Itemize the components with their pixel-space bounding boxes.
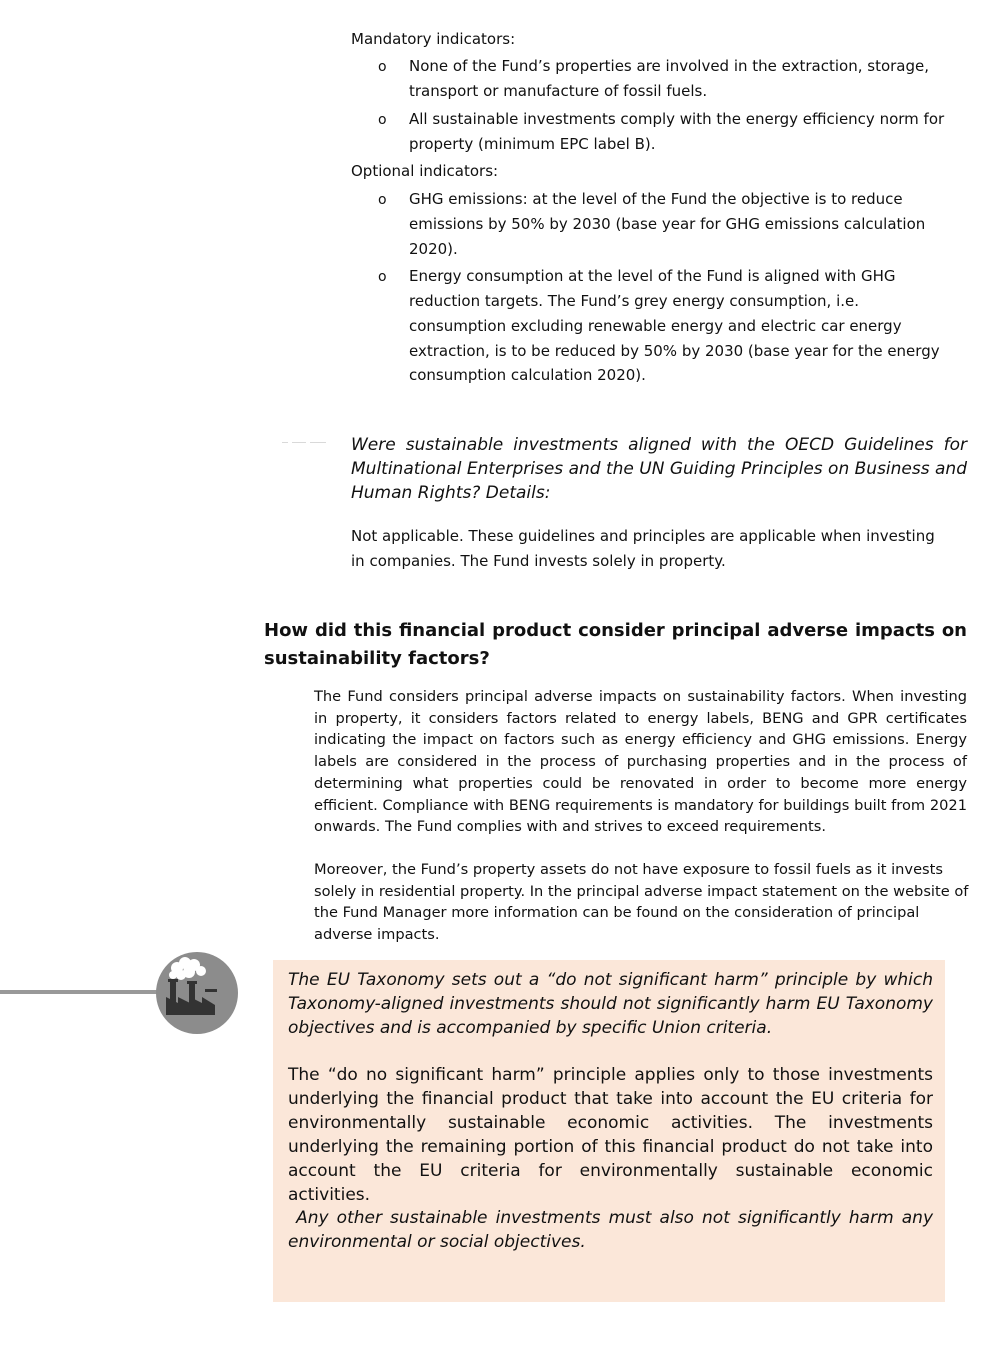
mandatory-indicators-title: Mandatory indicators: [351,30,516,48]
bullet-icon: o [378,269,387,285]
oecd-answer-line-2: in companies. The Fund invests solely in property. [351,552,726,570]
decorative-dashes [282,442,326,444]
taxonomy-note-box [273,960,945,1302]
paragraph-line: adverse impacts. [314,926,440,943]
factory-pollution-icon [155,951,239,1035]
taxonomy-paragraph-3: Any other sustainable investments must also not significantly harm any environmental or social objectives. [288,1208,939,1252]
paragraph-line: the Fund Manager more information can be found on the consideration of principal [314,904,920,921]
connector-line [0,990,160,994]
bullet-icon: o [378,59,387,75]
list-item-line: 2020). [409,240,458,258]
paragraph-line: Moreover, the Fund’s property assets do not have exposure to fossil fuels as it invests [314,861,943,878]
list-item-line: consumption calculation 2020). [409,366,646,384]
list-item-line: emissions by 50% by 2030 (base year for GHG emissions calculation [409,215,926,233]
paragraph-line: solely in residential property. In the principal adverse impact statement on the website of [314,883,969,900]
list-item-line: All sustainable investments comply with the energy efficiency norm for [409,110,945,128]
oecd-answer-line-1: Not applicable. These guidelines and principles are applicable when investing [351,527,935,545]
list-item-line: property (minimum EPC label B). [409,135,656,153]
bullet-icon: o [378,112,387,128]
pai-paragraph-1: The Fund considers principal adverse impacts on sustainability factors. When investing in property, it considers factors related to energy labels, BENG and GPR certificates indicating the impact on factors such as energy efficiency and GHG emissions. Energy labels are considered in the process of purchasing properties and in the process of determining what properties could be renovated in order to become more energy efficient. Compliance with BENG requirements is mandatory for buildings built from 2021 onwards. The Fund complies with and strives to exceed requirements. [314,688,967,836]
list-item-line: Energy consumption at the level of the Fund is aligned with GHG [409,267,896,285]
list-item-line: consumption excluding renewable energy and electric car energy [409,317,902,335]
optional-indicators-title: Optional indicators: [351,162,499,180]
list-item-line: transport or manufacture of fossil fuels. [409,82,708,100]
pai-heading: How did this financial product consider principal adverse impacts on sustainability factors? [264,620,967,669]
taxonomy-paragraph-1: The EU Taxonomy sets out a “do not significant harm” principle by which Taxonomy-aligned investments should not significantly harm EU Taxonomy objectives and is accompanied by specific Union criteria. [288,970,933,1038]
list-item-line: GHG emissions: at the level of the Fund the objective is to reduce [409,190,903,208]
oecd-question: Were sustainable investments aligned with the OECD Guidelines for Multinational Enterprises and the UN Guiding Principles on Business and Human Rights? Details: [351,435,967,503]
list-item-line: None of the Fund’s properties are involved in the extraction, storage, [409,57,930,75]
bullet-icon: o [378,192,387,208]
list-item-line: reduction targets. The Fund’s grey energy consumption, i.e. [409,292,860,310]
list-item-line: extraction, is to be reduced by 50% by 2030 (base year for the energy [409,342,940,360]
taxonomy-paragraph-2: The “do no significant harm” principle applies only to those investments underlying the financial product that take into account the EU criteria for environmentally sustainable economic activities. The investments underlying the remaining portion of this financial product do not take into account the EU criteria for environmentally sustainable economic activities. [288,1065,933,1205]
